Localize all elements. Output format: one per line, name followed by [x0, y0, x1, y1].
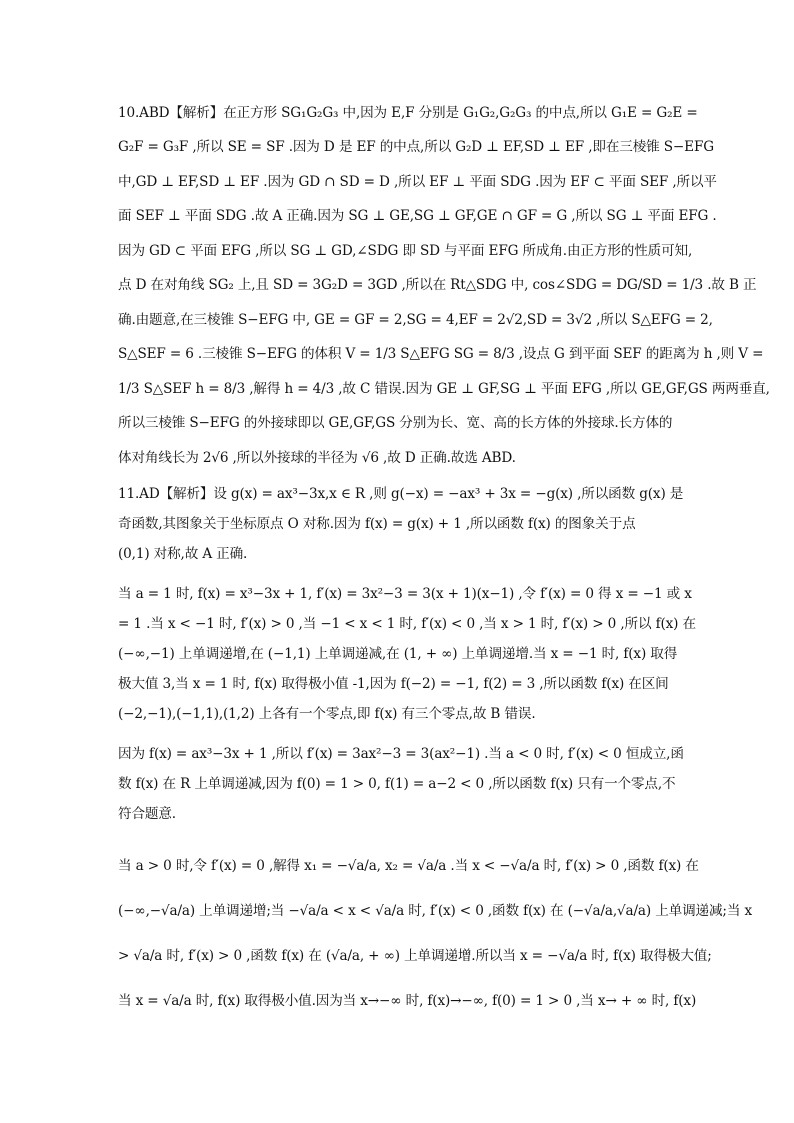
text-line: 体对角线长为 2√6 ,所以外接球的半径为 √6 ,故 D 正确.故选 ABD.: [118, 449, 516, 466]
text-line: 当 a = 1 时, f(x) = x³−3x + 1, f′(x) = 3x²−3 = 3(x + 1)(x−1) ,令 f′(x) = 0 得 x = −1 或 x: [118, 586, 692, 602]
paragraph: [118, 844, 752, 1024]
text-line: 10.ABD【解析】在正方形 SG₁G₂G₃ 中,因为 E,F 分别是 G₁G₂,G₂G₃ 的中点,所以 G₁E = G₂E =: [118, 104, 698, 121]
text-line: = 1 .当 x < −1 时, f′(x) > 0 ,当 −1 < x < 1 时, f′(x) < 0 ,当 x > 1 时, f′(x) > 0 ,所以 f(x) 在: [118, 616, 696, 632]
paragraph: [118, 740, 684, 830]
text-line: > √a/a 时, f′(x) > 0 ,函数 f(x) 在 (√a/a, + ∞) 上单调递增.所以当 x = −√a/a 时, f(x) 取得极大值;: [118, 947, 712, 964]
text-line: 因为 GD ⊂ 平面 EFG ,所以 SG ⊥ GD,∠SDG 即 SD 与平面 EFG 所成角.由正方形的性质可知,: [118, 242, 693, 259]
text-line: 极大值 3,当 x = 1 时, f(x) 取得极小值 -1,因为 f(−2) = −1, f(2) = 3 ,所以函数 f(x) 在区间: [118, 676, 669, 692]
text-line: (−∞,−√a/a) 上单调递增;当 −√a/a < x < √a/a 时, f′(x) < 0 ,函数 f(x) 在 (−√a/a,√a/a) 上单调递减;当 x: [118, 902, 752, 919]
paragraph: [118, 580, 696, 730]
text-line: 面 SEF ⊥ 平面 SDG .故 A 正确.因为 SG ⊥ GE,SG ⊥ GF,GE ∩ GF = G ,所以 SG ⊥ 平面 EFG .: [118, 208, 717, 225]
text-line: 当 a > 0 时,令 f′(x) = 0 ,解得 x₁ = −√a/a, x₂ = √a/a .当 x < −√a/a 时, f′(x) > 0 ,函数 f(x) 在: [118, 857, 699, 874]
paragraph: [118, 480, 684, 570]
text-line: 符合题意.: [118, 806, 176, 822]
text-line: 点 D 在对角线 SG₂ 上,且 SD = 3G₂D = 3GD ,所以在 Rt△SDG 中, cos∠SDG = DG/SD = 1/3 .故 B 正: [118, 277, 757, 294]
text-line: 因为 f(x) = ax³−3x + 1 ,所以 f′(x) = 3ax²−3 = 3(ax²−1) .当 a < 0 时, f′(x) < 0 恒成立,函: [118, 746, 684, 762]
solution-page: [118, 96, 770, 1024]
text-line: S△SEF = 6 .三棱锥 S−EFG 的体积 V = 1/3 S△EFG SG = 8/3 ,设点 G 到平面 SEF 的距离为 h ,则 V =: [118, 346, 764, 363]
text-line: 1/3 S△SEF h = 8/3 ,解得 h = 4/3 ,故 C 错误.因为 GE ⊥ GF,SG ⊥ 平面 EFG ,所以 GE,GF,GS 两两垂直,: [118, 380, 770, 397]
question-11-solution: [118, 480, 752, 1024]
text-line: (0,1) 对称,故 A 正确.: [118, 546, 248, 562]
text-line: 所以三棱锥 S−EFG 的外接球即以 GE,GF,GS 分别为长、宽、高的长方体的外接球.长方体的: [118, 415, 673, 432]
text-line: (−2,−1),(−1,1),(1,2) 上各有一个零点,即 f(x) 有三个零点,故 B 错误.: [118, 706, 536, 722]
text-line: 数 f(x) 在 R 上单调递减,因为 f(0) = 1 > 0, f(1) = a−2 < 0 ,所以函数 f(x) 只有一个零点,不: [118, 776, 676, 792]
text-line: G₂F = G₃F ,所以 SE = SF .因为 D 是 EF 的中点,所以 G₂D ⊥ EF,SD ⊥ EF ,即在三棱锥 S−EFG: [118, 139, 714, 156]
question-10-solution: [118, 96, 770, 476]
text-line: 当 x = √a/a 时, f(x) 取得极小值.因为当 x→−∞ 时, f(x)→−∞, f(0) = 1 > 0 ,当 x→ + ∞ 时, f(x): [118, 992, 697, 1009]
text-line: 中,GD ⊥ EF,SD ⊥ EF .因为 GD ∩ SD = D ,所以 EF ⊥ 平面 SDG .因为 EF ⊂ 平面 SEF ,所以平: [118, 173, 717, 190]
text-line: 确.由题意,在三棱锥 S−EFG 中, GE = GF = 2,SG = 4,EF = 2√2,SD = 3√2 ,所以 S△EFG = 2,: [118, 311, 713, 328]
text-line: 奇函数,其图象关于坐标原点 O 对称.因为 f(x) = g(x) + 1 ,所以函数 f(x) 的图象关于点: [118, 516, 636, 532]
text-line: 11.AD【解析】设 g(x) = ax³−3x,x ∈ R ,则 g(−x) = −ax³ + 3x = −g(x) ,所以函数 g(x) 是: [118, 486, 684, 502]
text-line: (−∞,−1) 上单调递增,在 (−1,1) 上单调递减,在 (1, + ∞) 上单调递增.当 x = −1 时, f(x) 取得: [118, 646, 678, 662]
